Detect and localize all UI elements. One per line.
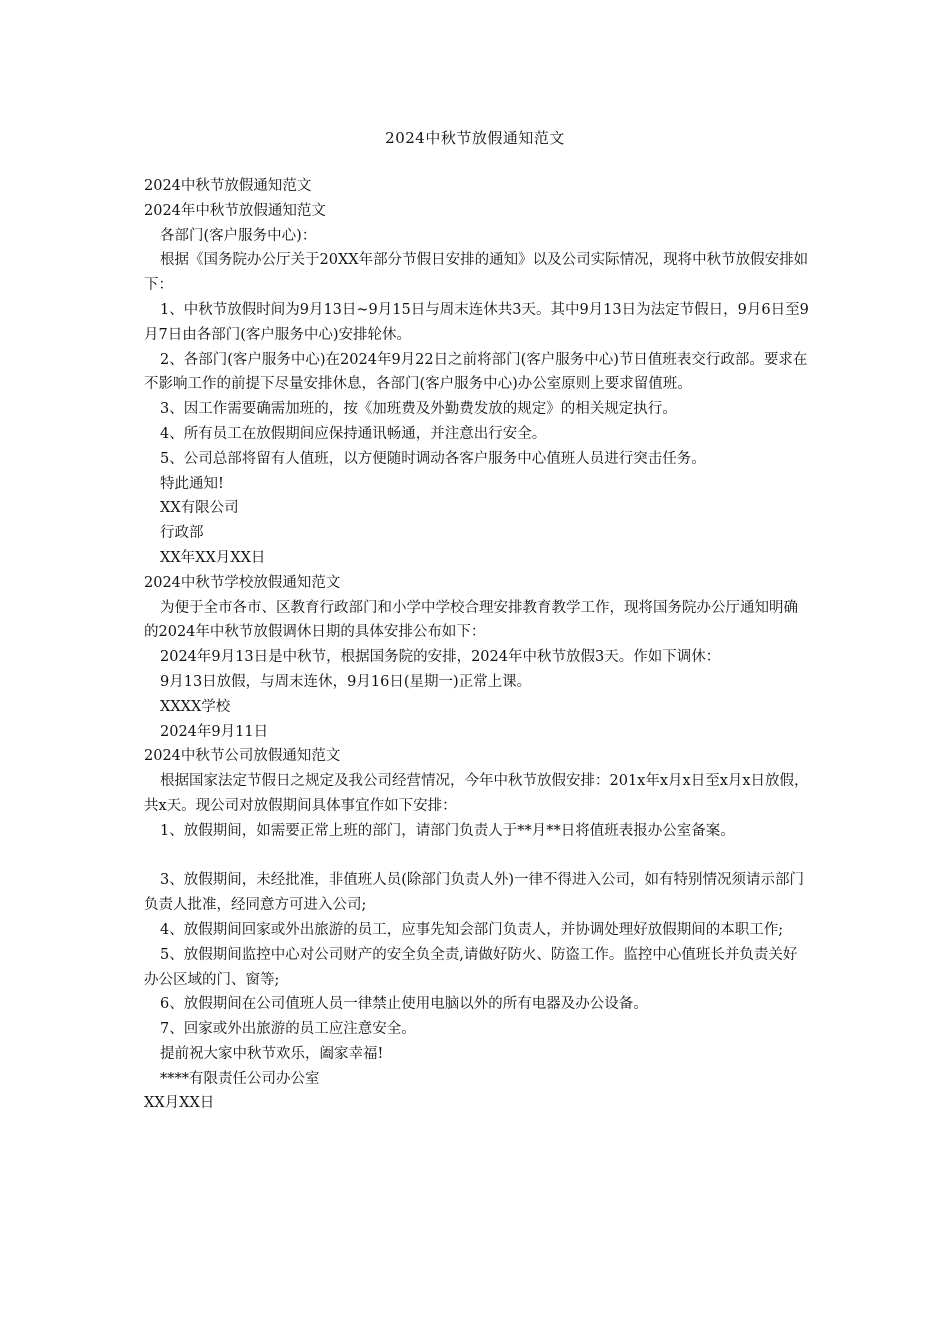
- paragraph: [144, 844, 810, 869]
- paragraph: 特此通知!: [160, 475, 224, 492]
- paragraph: XX年XX月XX日: [160, 549, 266, 566]
- document-body: [144, 174, 810, 1116]
- paragraph: 7、回家或外出旅游的员工应注意安全。: [160, 1021, 416, 1038]
- paragraph: 根据《国务院办公厅关于20XX年部分节假日安排的通知》以及公司实际情况，现将中秋节放假安排如下：: [144, 252, 809, 294]
- paragraph: 2024年9月13日是中秋节，根据国务院的安排，2024年中秋节放假3天。作如下调休：: [160, 649, 721, 666]
- paragraph: 5、放假期间监控中心对公司财产的安全负全责,请做好防火、防盗工作。监控中心值班长并负责关好办公区域的门、窗等;: [144, 946, 798, 988]
- paragraph: 4、所有员工在放假期间应保持通讯畅通，并注意出行安全。: [160, 425, 547, 442]
- document-title: 2024中秋节放假通知范文: [385, 129, 565, 147]
- paragraph: 4、放假期间回家或外出旅游的员工，应事先知会部门负责人，并协调处理好放假期间的本职工作;: [160, 921, 784, 938]
- paragraph: 提前祝大家中秋节欢乐，阖家幸福!: [160, 1045, 384, 1062]
- paragraph: 1、放假期间，如需要正常上班的部门，请部门负责人于**月**日将值班表报办公室备案。: [160, 822, 735, 839]
- paragraph: 6、放假期间在公司值班人员一律禁止使用电脑以外的所有电器及办公设备。: [160, 996, 648, 1013]
- paragraph: 2024中秋节放假通知范文: [144, 178, 312, 194]
- paragraph: 行政部: [160, 525, 204, 542]
- paragraph: XXXX学校: [160, 698, 231, 715]
- paragraph: 各部门(客户服务中心)：: [160, 227, 317, 244]
- paragraph: 2024中秋节学校放假通知范文: [144, 574, 341, 591]
- paragraph: 2024中秋节公司放假通知范文: [144, 748, 341, 765]
- paragraph: ****有限责任公司办公室: [160, 1070, 320, 1087]
- paragraph: 1、中秋节放假时间为9月13日~9月15日与周末连休共3天。其中9月13日为法定节假日，9月6日至9月7日由各部门(客户服务中心)安排轮休。: [144, 301, 809, 343]
- paragraph: XX月XX日: [144, 1095, 215, 1112]
- paragraph: 3、放假期间，未经批准，非值班人员(除部门负责人外)一律不得进入公司，如有特别情况须请示部门负责人批准，经同意方可进入公司;: [144, 872, 805, 914]
- paragraph: 9月13日放假，与周末连休，9月16日(星期一)正常上课。: [160, 673, 532, 690]
- paragraph: 为便于全市各市、区教育行政部门和小学中学校合理安排教育教学工作，现将国务院办公厅通知明确的2024年中秋节放假调休日期的具体安排公布如下：: [144, 599, 798, 641]
- paragraph: 2024年中秋节放假通知范文: [144, 202, 326, 219]
- paragraph: 根据国家法定节假日之规定及我公司经营情况，今年中秋节放假安排：201x年x月x日至x月x日放假，共x天。现公司对放假期间具体事宜作如下安排：: [144, 773, 809, 814]
- paragraph: XX有限公司: [160, 500, 239, 517]
- paragraph: 3、因工作需要确需加班的，按《加班费及外勤费发放的规定》的相关规定执行。: [160, 401, 677, 418]
- paragraph: 2、各部门(客户服务中心)在2024年9月22日之前将部门(客户服务中心)节日值班表交行政部。要求在不影响工作的前提下尽量安排休息，各部门(客户服务中心)办公室原则上要求留值班。: [144, 351, 808, 393]
- paragraph: 5、公司总部将留有人值班，以方便随时调动各客户服务中心值班人员进行突击任务。: [160, 450, 706, 467]
- paragraph: 2024年9月11日: [160, 723, 269, 740]
